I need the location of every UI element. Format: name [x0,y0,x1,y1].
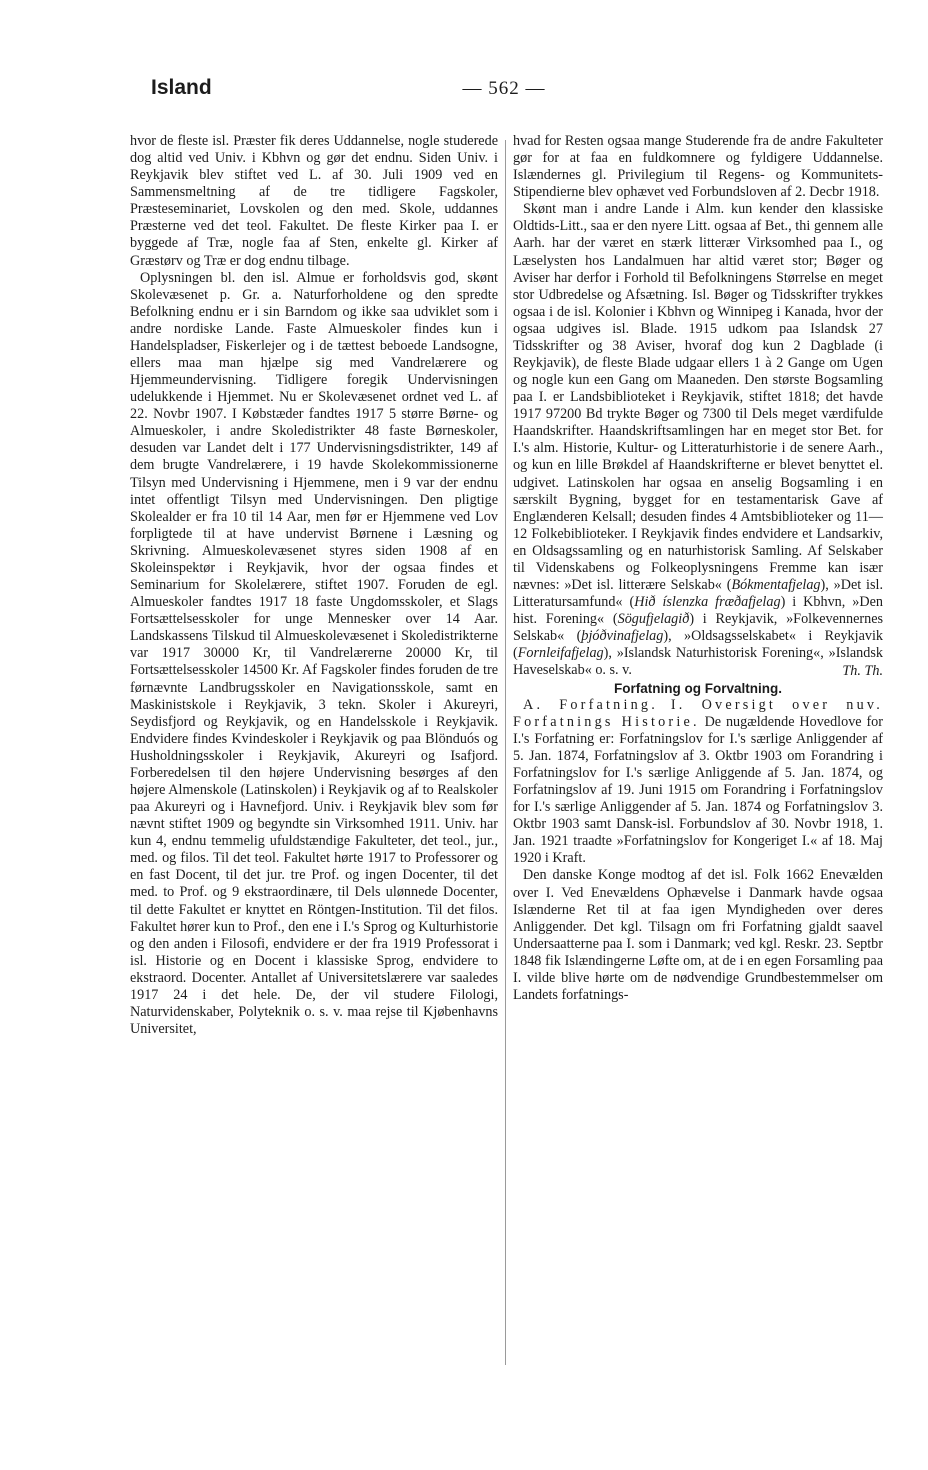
subsection-label-a: A. Forfatning. [523,696,658,713]
society-name-1: Bókmentafjelag [731,577,821,594]
literature-text-a: Skønt man i andre Lande i Alm. kun kender den klassiske Oldtids-Litt., saa er den nyere Litt. ogsaa af Bet., thi gennem alle Aarh. har der været en stærk litterær Virksomhed paa I., og Læselysten hos Landalmuen har altid været stor; Bøger og Aviser har derfor i Forhold til Befolkningens Størrelse en meget stor Udbredelse og Afsætning. Isl. Bøger og Tidsskrifter trykkes ogsaa i de isl. Kolonier i Kbhvn og Winnipeg i Kanada, hvor der ogsaa udgives isl. Blade. 1915 udkom paa Islandsk 27 Tidsskrifter og 38 Aviser, hvoraf dog kun 2 Dagblade (i Reykjavik), de fleste Blade udgaar ellers 1 à 2 Gange om Ugen og nogle kun een Gang om Maaneden. Den største Bogsamling paa I. er Landsbiblioteket i Reykjavik, stiftet 1818; det havde 1917 97200 Bd trykte Bøger og 7300 til Dels meget værdifulde Haandskrifter. Haandskriftsamlingen har en meget stor Bet. for I.'s alm. Historie, Kultur- og Litteraturhistorie i de senere Aarh., og kun en lille Brøkdel af Haandskrifterne er blevet benyttet el. udgivet. Latinskolen har ogsaa en anselig Bogsamling i en særskilt Bygning, bygget for en testamentarisk Gave af Englænderen Kelsall; desuden findes 4 Amtsbiblioteker og 11—12 Folkebiblioteker. I Reykjavik findes endvidere et Landsarkiv, en Oldsagssamling og en naturhistorisk Samling. Af Selskaber til Videnskabens og Folkeoplysningens Fremme kan især nævnes: »Det isl. litterære Selskab« ( [513,201,883,594]
paragraph-public-education: Oplysningen bl. den isl. Almue er forholdsvis god, skønt Skolevæsenet p. Gr. a. Naturforholdene og den spredte Befolkning endnu er i sin Barndom og ikke saa udviklet som i andre nordiske Lande. Faste Almueskoler findes kun i Handelspladser, Fiskerlejer og i de tættest beboede Landsogne, ellers maa man hjælpe sig med Vandrelærere og Hjemmeundervisning. Tidligere foregik Undervisningen udelukkende i Hjemmet. Nu er Skolevæsenet ordnet ved L. af 22. Novbr 1907. I Købstæder fandtes 1917 5 større Børne- og Almueskoler, i andre Skoledistrikter 48 faste Børneskoler, desuden var Landet delt i 177 Undervisningsdistrikter, 149 af dem brugte Vandrelærere, i 19 havde Skolekommissionerne Tilsyn med Undervisning i Hjemmene, men i 9 var der endnu intet offentligt Tilsyn med Undervisningen. Den pligtige Skolealder er fra 10 til 14 Aar, men før er Hjemmene ved Lov forpligtede til at have undervist Børnene i Læsning og Skrivning. Almueskolevæsenet styres siden 1908 af en Skoleinspektør i Reykjavik, hvor der ogsaa findes et Seminarium for Skolelærere, stiftet 1907. Foruden de egl. Almueskoler fandtes 1917 18 faste Ungdomsskoler, et Slags Fortsættelsesskoler for unge Mennesker over 14 Aar. Landskassens Tilskud til Almueskolevæsenet i Skoledistrikterne var 1917 30000 Kr, til Vandrelærerne 20000 Kr, til Fortsættelsesskoler 14500 Kr. Af Fagskoler findes foruden de tre førnævnte Landbrugsskoler en Navigationsskole, samt en Maskinistskole i Reykjavik, 3 tekn. Skoler i Akureyri, Seydisfjord og Reykjavik, og en Handelsskole i Reykjavik. Endvidere findes Kvindeskoler i Reykjavik og paa Blönduós og Husholdningsskoler i Reykjavik, Akureyri og Isafjord. Forberedelsen til den højere Undervisning besørges af den højere Almenskole (Latinskolen) i Reykjavik og af to Realskoler paa Akureyri og i Havnefjord. Univ. i Reykjavik blev som før nævnt stiftet 1909 og begyndte sin Virksomhed 1911. Univ. har kun 4, endnu temmelig ufuldstændige Fakulteter, det teol., jur., med. og filos. Til det teol. Fakultet hørte 1917 to Professorer og en fast Docent, til det jur. tre Prof. og ingen Docenter, til det med. to Prof. og 9 ekstraordinære, til Dels ulønnede Docenter, til dette Fakultet er knyttet en Röntgen-Institution. Til det filos. Fakultet hører kun to Prof., den ene i I.'s Sprog og Kulturhistorie og den anden i Filosofi, endvidere er der fra 1919 Professorat i isl. Historie og en Docent i klassiske Sprog, endvidere to ekstraord. Docenter. Antallet af Universitetslærere var saaledes 1917 24 i det hele. De, der vil studere Filologi, Naturvidenskaber, Polyteknik o. s. v. maa rejse til Kjøbenhavns Universitet, [130,269,498,1038]
right-column [513,133,883,1004]
literature-text-b: ), »Det isl. Litteratursamfund« ( [513,577,883,611]
paragraph-students: hvad for Resten ogsaa mange Studerende fra de andre Fakulteter gør for at faa en fuldkomnere og fyldigere Uddannelse. Islændernes gl. Privilegium til Regens- og Kommunitets-Stipendierne blev ophævet ved Forbundsloven af 2. Decbr 1918. [513,133,883,201]
paragraph-constitution [513,697,883,868]
page-header [0,76,928,108]
constitution-text: De nugældende Hovedlove for I.'s Forfatning er: Forfatningslov for I.'s særlige Anliggender af 5. Jan. 1874, Forfatningslov af 3. Oktbr 1903 om Forandring i Forfatningslov for I.'s særlige Anliggende af 5. Jan. 1874, og Forfatningslov af 19. Juni 1915 om Forandring i Forfatningslov for I.'s særlige Anliggender af 5. Jan. 1874 og Forfatningslov 3. Oktbr 1903 samt Dansk-isl. Forbundslov af 30. Novbr 1918, 1. Jan. 1921 traadte »Forfatningslov for Kongeriget I.« af 18. Maj 1920 i Kraft. [513,713,883,867]
society-name-2: Hið íslenzka fræðafjelag [634,594,781,611]
society-name-3: Sögufjelagið [617,611,690,628]
paragraph-clergy-education: hvor de fleste isl. Præster fik deres Uddannelse, nogle studerede dog altid ved Univ. i Kbhvn og gør det endnu. Siden Univ. i Reykjavik blev stiftet ved L. af 30. Juli 1909 ved en Sammensmeltning af de tre tidligere Fagskoler, Præsteseminariet, Lovskolen og den med. Skole, uddannes Præsterne ved det teol. Fakultet. De fleste Kirker paa I. er byggede af Træ, nogle faa af Sten, enkelte gl. Kirker af Græstørv og Træ er dog endnu tilbage. [130,133,498,269]
page-number: — 562 — [462,78,546,99]
column-divider [505,140,506,1365]
literature-text-e: ), »Oldsagsselskabet« i Reykjavik ( [513,628,883,662]
society-name-4: þjóðvinafjelag [581,628,664,645]
section-heading: Forfatning og Forvaltning. [614,680,782,696]
literature-text-f: ), »Islandsk Naturhistorisk Forening«, »Islandsk Haveselskab« o. s. v. [513,645,883,679]
paragraph-absolutism: Den danske Konge modtog af det isl. Folk 1662 Enevælden over I. Ved Enevældens Ophævelse i Danmark havde ogsaa Islænderne Ret til at faa igen Myndigheden over deres Anliggender. Det kgl. Tilsagn om fri Forfatning gjaldt saavel Undersaatterne paa I. som i Danmark; ved kgl. Reskr. 23. Septbr 1848 fik Islændingerne Løfte om, at de i en egen Forsamling paa I. vilde blive hørte om de nødvendige Grundbestemmelser om Landets forfatnings- [513,867,883,1003]
literature-text-d: ) i Reykjavik, »Folkevennernes Selskab« ( [513,611,884,645]
literature-text-c: ) i Kbhvn, »Den hist. Forening« ( [513,594,884,628]
society-name-5: Fornleifafjelag [517,645,604,662]
paragraph-literature [513,201,883,679]
subsection-label-overview: I. Oversigt over nuv. Forfatnings Historie. [513,696,883,730]
running-title: Island [151,76,212,99]
left-column [130,133,498,1038]
author-signature: Th. Th. [842,662,883,679]
